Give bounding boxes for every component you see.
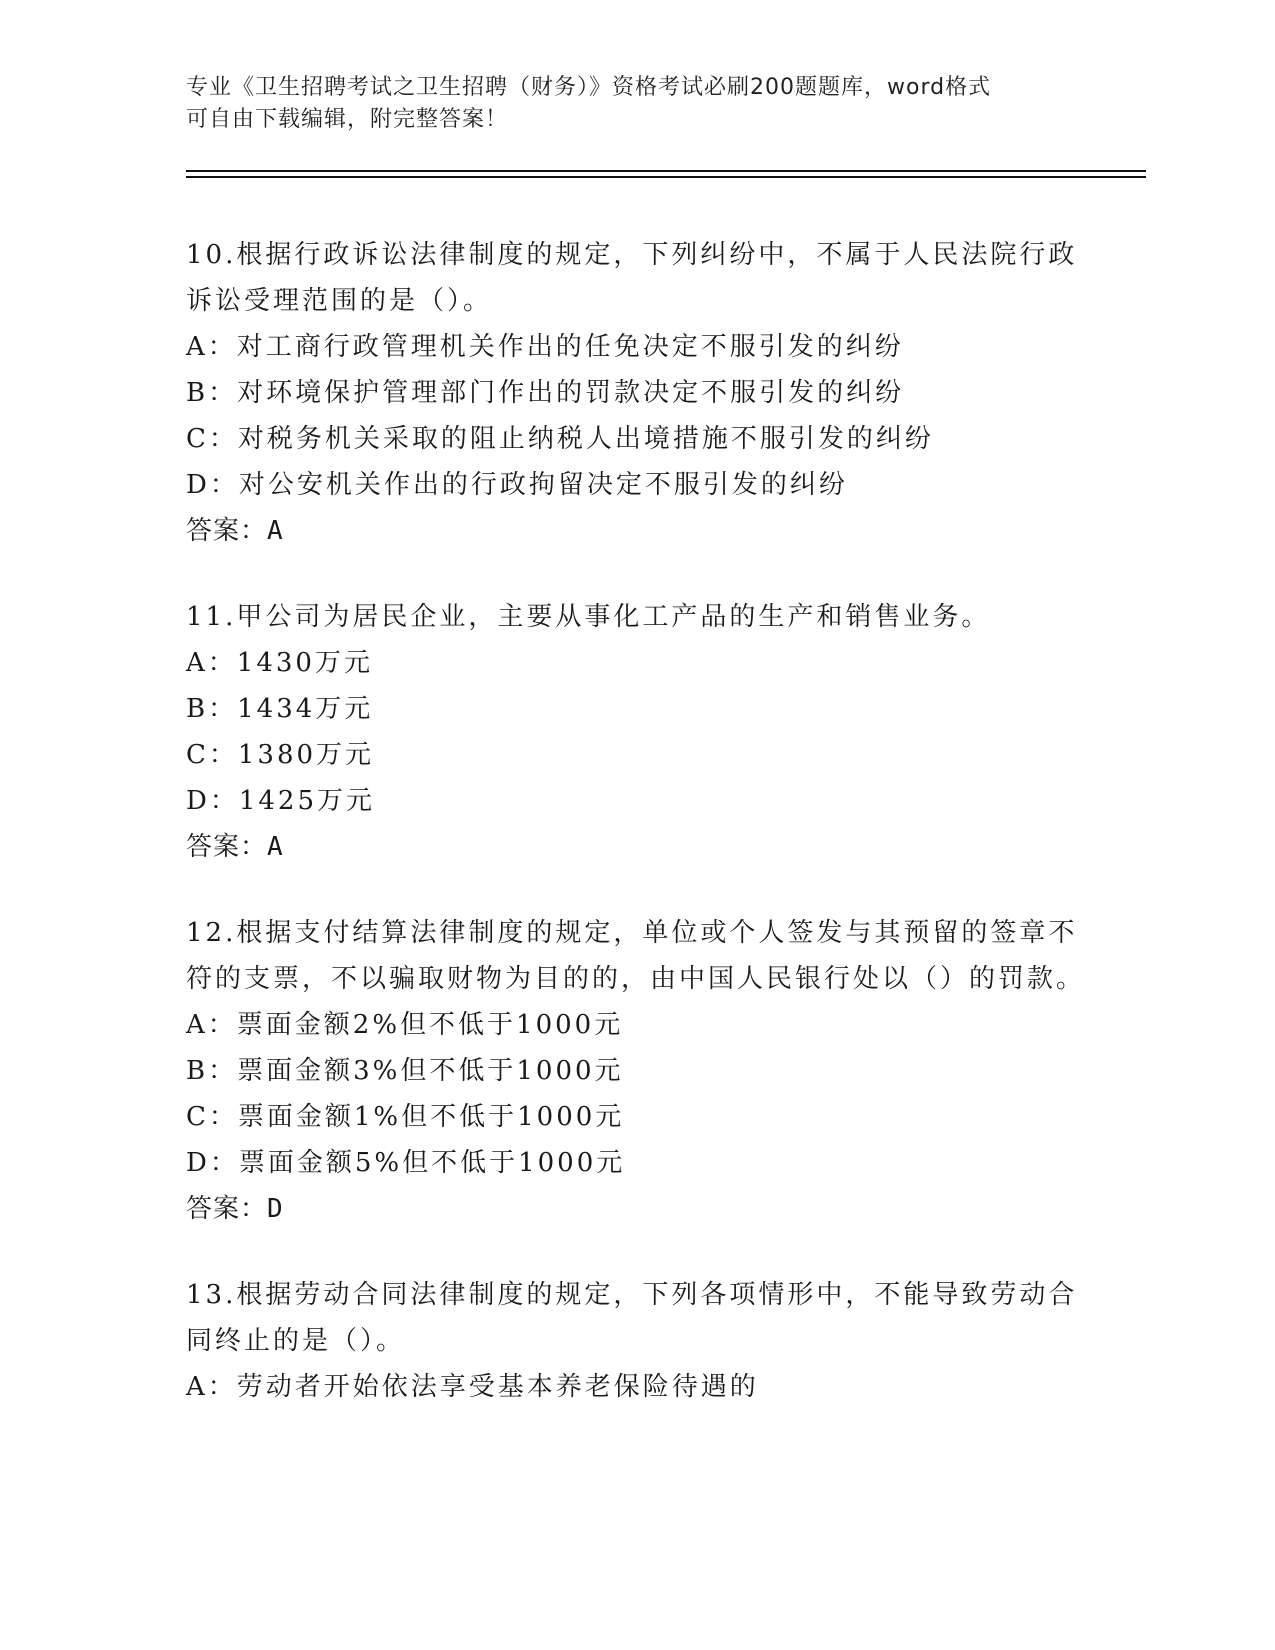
option-d: D：票面金额5%但不低于1000元 xyxy=(186,1148,626,1178)
document-header xyxy=(186,72,1066,136)
question-12 xyxy=(186,910,1086,1232)
header-rule-top xyxy=(186,170,1146,172)
question-10 xyxy=(186,232,1086,554)
option-c: C：票面金额1%但不低于1000元 xyxy=(186,1102,625,1132)
option-d: D：对公安机关作出的行政拘留决定不服引发的纠纷 xyxy=(186,470,848,500)
question-11 xyxy=(186,594,1086,870)
option-a: A：1430万元 xyxy=(186,648,373,678)
answer-line xyxy=(186,508,1086,554)
option-b: B：票面金额3%但不低于1000元 xyxy=(186,1056,624,1086)
header-line-2: 可自由下载编辑，附完整答案！ xyxy=(186,107,509,132)
answer-value: A xyxy=(267,832,284,862)
answer-value: A xyxy=(267,516,284,546)
question-list xyxy=(186,232,1086,1450)
question-stem: 11.甲公司为居民企业，主要从事化工产品的生产和销售业务。 xyxy=(186,602,991,632)
option-c: C：1380万元 xyxy=(186,740,375,770)
option-a: A：票面金额2%但不低于1000元 xyxy=(186,1010,624,1040)
answer-line xyxy=(186,824,1086,870)
option-a: A：劳动者开始依法享受基本养老保险待遇的 xyxy=(186,1372,759,1402)
option-b: B：1434万元 xyxy=(186,694,374,724)
question-13 xyxy=(186,1272,1086,1410)
answer-line xyxy=(186,1186,1086,1232)
answer-label: 答案： xyxy=(186,516,268,546)
option-d: D：1425万元 xyxy=(186,786,376,816)
option-a: A：对工商行政管理机关作出的任免决定不服引发的纠纷 xyxy=(186,332,904,362)
header-line-1: 专业《卫生招聘考试之卫生招聘（财务）》资格考试必刷200题题库，word格式 xyxy=(186,75,992,100)
answer-value: D xyxy=(267,1194,284,1224)
option-b: B：对环境保护管理部门作出的罚款决定不服引发的纠纷 xyxy=(186,378,905,408)
question-stem: 13.根据劳动合同法律制度的规定，下列各项情形中，不能导致劳动合同终止的是（）。 xyxy=(186,1280,1078,1356)
option-c: C：对税务机关采取的阻止纳税人出境措施不服引发的纠纷 xyxy=(186,424,934,454)
question-stem: 12.根据支付结算法律制度的规定，单位或个人签发与其预留的签章不符的支票，不以骗取财物为目的的，由中国人民银行处以（）的罚款。 xyxy=(186,918,1086,994)
answer-label: 答案： xyxy=(186,1194,268,1224)
question-stem: 10.根据行政诉讼法律制度的规定，下列纠纷中，不属于人民法院行政诉讼受理范围的是（）。 xyxy=(186,240,1078,316)
answer-label: 答案： xyxy=(186,832,268,862)
header-rule-bottom xyxy=(186,176,1146,178)
